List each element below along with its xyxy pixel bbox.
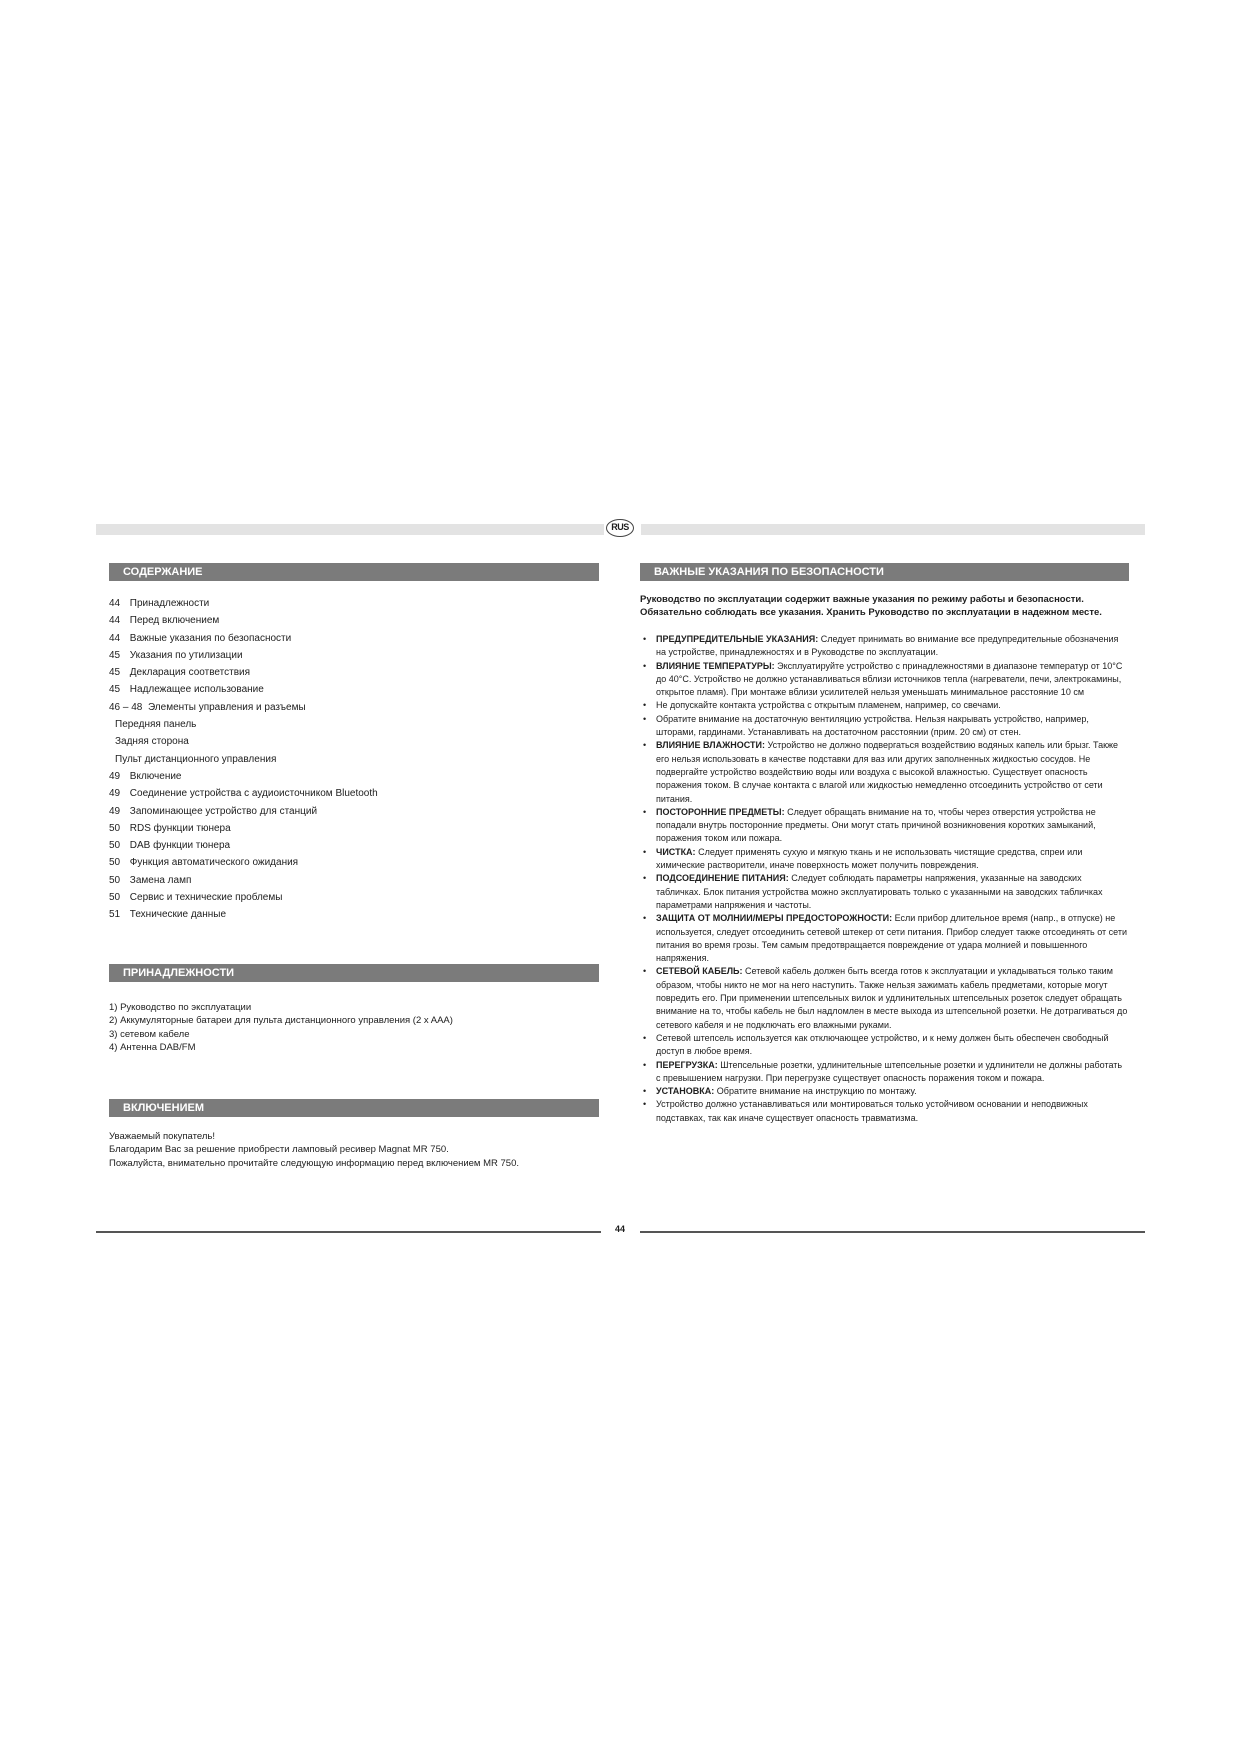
safety-item: • СЕТЕВОЙ КАБЕЛЬ: Сетевой кабель должен быть всегда готов к эксплуатации и укладываться только таким образом, чтобы никто не мог на него наступить. Также нельзя зажимать кабель предметами, которые могут повредить его. При применении штепсельных вилок и удлинительных штепсельных розеток следует обращать внимание на то, чтобы кабель не был надломлен в месте выхода из штепсельной розетки. Не дотрагиваться до сетевого кабеля и не подключать его влажными руками. — [640, 965, 1128, 1031]
accessories-heading: ПРИНАДЛЕЖНОСТИ — [109, 964, 599, 982]
start-heading: ВКЛЮЧЕНИЕМ — [109, 1099, 599, 1117]
toc-item: 50 DAB функции тюнера — [109, 840, 231, 852]
safety-item: • Не допускайте контакта устройства с открытым пламенем, например, со свечами. — [640, 699, 1128, 712]
toc-list — [109, 595, 589, 924]
toc-subitem: Задняя сторона — [115, 736, 189, 748]
toc-subitem: Передняя панель — [115, 719, 197, 731]
toc-subitem: Пульт дистанционного управления — [115, 753, 277, 765]
start-line: Благодарим Вас за решение приобрести ламповый ресивер Magnat MR 750. — [109, 1144, 449, 1156]
safety-item: • ПРЕДУПРЕДИТЕЛЬНЫЕ УКАЗАНИЯ: Следует принимать во внимание все предупредительные обозначения на устройстве, принадлежностях и в Руководстве по эксплуатации. — [640, 633, 1128, 660]
toc-item: 46 – 48 Элементы управления и разъемы — [109, 701, 306, 713]
safety-item: • ПОДСОЕДИНЕНИЕ ПИТАНИЯ: Следует соблюдать параметры напряжения, указанные на заводских табличках. Блок питания устройства можно эксплуатировать только с указанными на заводских табличках параметрами напряжения и частоты. — [640, 872, 1128, 912]
accessories-list — [109, 1001, 589, 1054]
toc-heading: СОДЕРЖАНИЕ — [109, 563, 599, 581]
toc-item: 49 Запоминающее устройство для станций — [109, 805, 318, 817]
toc-item: 44 Принадлежности — [109, 598, 210, 609]
safety-item: • Сетевой штепсель используется как отключающее устройство, и к нему должен быть обеспечен свободный доступ в любое время. — [640, 1032, 1128, 1059]
accessory-item: 4) Антенна DAB/FM — [109, 1041, 196, 1053]
toc-item: 45 Декларация соответствия — [109, 667, 251, 679]
safety-item: • ВЛИЯНИЕ ТЕМПЕРАТУРЫ: Эксплуатируйте устройство с принадлежностями в диапазоне температур от 10°C до 40°C. Устройство не должно устанавливаться вблизи источников тепла (нагреватели, печи, электрокамины, открытое пламя). При монтаже вблизи усилителей нельзя уменьшать минимальное расстояние 10 см — [640, 660, 1128, 700]
toc-item: 50 RDS функции тюнера — [109, 822, 231, 834]
safety-item: • ЧИСТКА: Следует применять сухую и мягкую ткань и не использовать чистящие средства, спреи или химические растворители, иначе поверхность может получить повреждения. — [640, 846, 1128, 873]
toc-item: 45 Указания по утилизации — [109, 649, 243, 661]
toc-item: 44 Важные указания по безопасности — [109, 632, 292, 644]
safety-list — [640, 633, 1128, 1125]
page-number: 44 — [614, 1224, 625, 1234]
toc-item: 49 Включение — [109, 770, 182, 782]
toc-item: 45 Надлежащее использование — [109, 684, 264, 696]
accessory-item: 2) Аккумуляторные батареи для пульта дистанционного управления (2 x AAA) — [109, 1015, 453, 1027]
safety-item: • Устройство должно устанавливаться или монтироваться только устойчивом основании и неподвижных подставках, так как иначе существует опасность травматизма. — [640, 1098, 1128, 1125]
safety-heading: ВАЖНЫЕ УКАЗАНИЯ ПО БЕЗОПАСНОСТИ — [640, 563, 1129, 581]
start-text — [109, 1130, 599, 1170]
accessory-item: 1) Руководство по эксплуатации — [109, 1002, 252, 1013]
safety-item: • УСТАНОВКА: Обратите внимание на инструкцию по монтажу. — [640, 1085, 1128, 1098]
toc-item: 49 Соединение устройства с аудиоисточником Bluetooth — [109, 788, 378, 800]
safety-item: • ПЕРЕГРУЗКА: Штепсельные розетки, удлинительные штепсельные розетки и удлинители не должны работать с превышением нагрузки. При перегрузке существует опасность поражения током и пожара. — [640, 1059, 1128, 1086]
safety-item: • Обратите внимание на достаточную вентиляцию устройства. Нельзя накрывать устройство, например, шторами, гардинами. Устанавливать на достаточном расстоянии (прим. 20 см) от стен. — [640, 713, 1128, 740]
safety-item: • ПОСТОРОННИЕ ПРЕДМЕТЫ: Следует обращать внимание на то, чтобы через отверстия устройства не попадали внутрь посторонние предметы. Они могут стать причиной возникновения коротких замыканий, поражения током или пожара. — [640, 806, 1128, 846]
toc-item: 44 Перед включением — [109, 615, 220, 627]
safety-item: • ВЛИЯНИЕ ВЛАЖНОСТИ: Устройство не должно подвергаться воздействию водяных капель или брызг. Также его нельзя использовать в качестве подставки для ваз или других заполненных жидкостью сосудов. Не подвергайте устройство воздействию воды или воздуха с высокой влажностью. Существует опасность поражения током. В случае контакта с влагой или жидкостью немедленно отсоединить устройство от сети питания. — [640, 739, 1128, 805]
header-rule-right — [641, 524, 1145, 535]
start-line: Уважаемый покупатель! — [109, 1131, 215, 1142]
start-line: Пожалуйста, внимательно прочитайте следующую информацию перед включением MR 750. — [109, 1157, 520, 1169]
safety-intro: Руководство по эксплуатации содержит важные указания по режиму работы и безопасности. Обязательно соблюдать все указания. Хранить Руководство по эксплуатации в надежном месте. — [640, 594, 1102, 619]
toc-item: 50 Сервис и технические проблемы — [109, 892, 283, 904]
toc-item: 51 Технические данные — [109, 909, 227, 921]
accessory-item: 3) сетевом кабеле — [109, 1028, 190, 1040]
footer-rule-right — [640, 1231, 1145, 1233]
toc-item: 50 Замена ламп — [109, 874, 192, 886]
header-rule-left — [96, 524, 604, 535]
safety-item: • ЗАЩИТА ОТ МОЛНИИ/МЕРЫ ПРЕДОСТОРОЖНОСТИ: Если прибор длительное время (напр., в отпуске) не используется, следует отсоединить сетевой штекер от сети питания. Прибор следует также отсоединять от сети питания во время грозы. Тем самым предотвращается повреждение от удара молнией и повышенного напряжения. — [640, 912, 1128, 965]
toc-item: 50 Функция автоматического ожидания — [109, 857, 299, 869]
language-badge: RUS — [606, 519, 634, 537]
footer-rule-left — [96, 1231, 601, 1233]
